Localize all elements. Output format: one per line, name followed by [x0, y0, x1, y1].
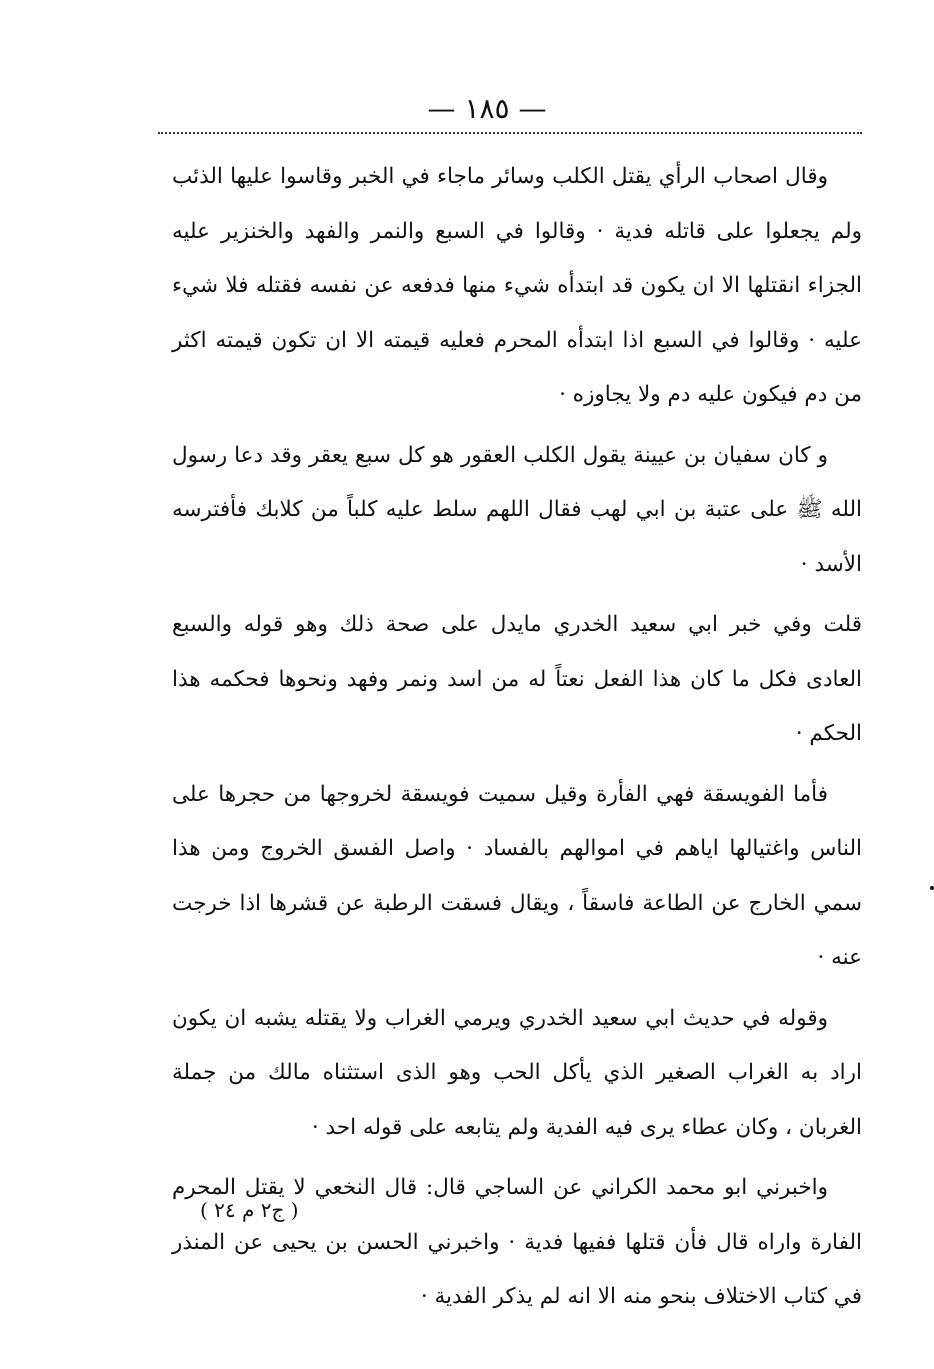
paragraph: فأما الفويسقة فهي الفأرة وقيل سميت فويسقة لخروجها من حجرها على الناس واغتيالها اياهم في اموالهم بالفساد · واصل الفسق الخروج ومن هذا سمي الخارج عن الطاعة فاسقاً ، ويقال فسقت الرطبة عن قشرها اذا خرجت عنه · [172, 781, 862, 970]
page-number: — ١٨٥ — [427, 92, 547, 125]
paragraph: و كان سفيان بن عيينة يقول الكلب العقور هو كل سبع يعقر وقد دعا رسول الله ﷺ على عتبة بن ابي لهب فقال اللهم سلط عليه كلباً من كلابك فأفترسه الأسد · [172, 442, 862, 577]
margin-dot [930, 886, 934, 890]
paragraph: وقوله في حديث ابي سعيد الخدري ويرمي الغراب ولا يقتله يشبه ان يكون اراد به الغراب الصغير الذي يأكل الحب وهو الذى استثناه مالك من جملة الغربان ، وكان عطاء يرى فيه الفدية ولم يتابعه على قوله احد · [172, 1005, 862, 1140]
header-divider [158, 132, 862, 134]
paragraph: قلت وفي خبر ابي سعيد الخدري مايدل على صحة ذلك وهو قوله والسبع العادى فكل ما كان هذا الفعل نعتاً له من اسد ونمر وفهد ونحوها فحكمه هذا الحكم · [172, 612, 862, 746]
paragraph: وقال اصحاب الرأي يقتل الكلب وسائر ماجاء في الخبر وقاسوا عليها الذئب ولم يجعلوا على قاتله فدية · وقالوا في السبع والنمر والفهد والخنزير عليه الجزاء انقتلها الا ان يكون قد ابتدأه شيء منها فدفعه عن نفسه فقتله فلا شيء عليه · وقالوا في السبع اذا ابتدأه المحرم فعليه قيمته الا ان تكون قيمته اكثر من دم فيكون عليه دم ولا يجاوزه · [172, 164, 862, 407]
body-text [172, 150, 862, 1325]
paragraph: واخبرني ابو محمد الكراني عن الساجي قال: قال النخعي لا يقتل المحرم الفارة واراه قال فأن قتلها ففيها فدية · واخبرني الحسن بن يحيى عن المنذر في كتاب الاختلاف بنحو منه الا انه لم يذكر الفدية · [172, 1175, 862, 1309]
signature-mark: ( ج٢ م ٢٤ ) [200, 1198, 299, 1222]
